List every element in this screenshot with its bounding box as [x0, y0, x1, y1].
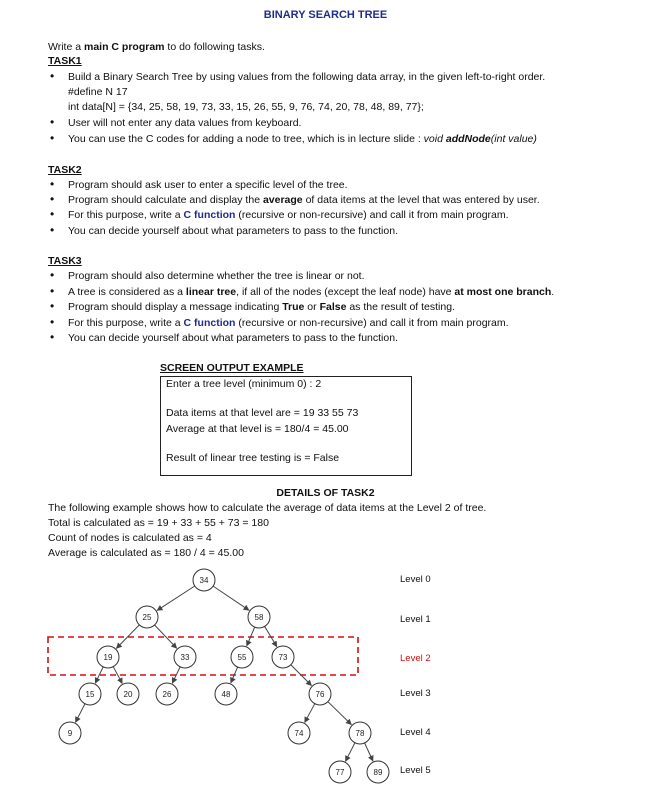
task1-array: int data[N] = {34, 25, 58, 19, 73, 33, 15, 26, 55, 9, 76, 74, 20, 78, 48, 89, 77}; [68, 101, 424, 113]
level-label: Level 1 [400, 614, 431, 625]
tree-node [272, 646, 294, 668]
tree-node [97, 646, 119, 668]
tree-edge [305, 704, 315, 723]
tree-node [329, 761, 351, 783]
tree-node [174, 646, 196, 668]
tree-edge [265, 626, 277, 646]
tree-edge [75, 704, 85, 723]
tree-node-label: 48 [221, 690, 231, 699]
tree-node-label: 58 [254, 613, 264, 622]
output-line-1: Enter a tree level (minimum 0) : 2 [166, 378, 322, 390]
tree-node [136, 606, 158, 628]
tree-node-label: 78 [355, 729, 365, 738]
tree-node-label: 76 [315, 690, 325, 699]
tree-node [231, 646, 253, 668]
tree-node-label: 89 [373, 768, 383, 777]
tree-node-label: 55 [237, 653, 247, 662]
task1-heading: TASK1 [48, 55, 82, 67]
output-heading: SCREEN OUTPUT EXAMPLE [160, 362, 304, 374]
output-line-3: Average at that level is = 180/4 = 45.00 [166, 423, 349, 435]
level-label: Level 3 [400, 688, 431, 699]
tree-node-label: 15 [85, 690, 95, 699]
task1-bullet-1: • Build a Binary Search Tree by using values from the following data array, in the given left-to-right order. [68, 71, 545, 83]
tree-node [248, 606, 270, 628]
details-line-4: Average is calculated as = 180 / 4 = 45.00 [48, 547, 244, 559]
tree-node-label: 74 [294, 729, 304, 738]
tree-node [349, 722, 371, 744]
task3-bullet-5: • You can decide yourself about what parameters to pass to the function. [68, 332, 398, 344]
task3-bullet-4: • For this purpose, write a C function (recursive or non-recursive) and call it from main program. [68, 317, 509, 329]
task3-bullet-1: • Program should also determine whether the tree is linear or not. [68, 270, 365, 282]
task3-bullet-2: • A tree is considered as a linear tree, if all of the nodes (except the leaf node) have at most one branch. [68, 286, 554, 298]
task1-bullet-3: • You can use the C codes for adding a node to tree, which is in lecture slide : void addNode(int value) [68, 133, 537, 145]
tree-node-label: 19 [103, 653, 113, 662]
tree-node-label: 25 [142, 613, 152, 622]
task2-bullet-4: • You can decide yourself about what parameters to pass to the function. [68, 225, 398, 237]
task2-bullet-3: • For this purpose, write a C function (recursive or non-recursive) and call it from main program. [68, 209, 509, 221]
level-label: Level 5 [400, 765, 431, 776]
tree-edge [345, 743, 355, 762]
tree-node-label: 26 [162, 690, 172, 699]
tree-node [215, 683, 237, 705]
level-label: Level 0 [400, 574, 431, 585]
details-line-1: The following example shows how to calculate the average of data items at the Level 2 of tree. [48, 502, 487, 514]
level-label: Level 4 [400, 727, 431, 738]
output-line-2: Data items at that level are = 19 33 55 73 [166, 407, 359, 419]
details-line-3: Count of nodes is calculated as = 4 [48, 532, 212, 544]
tree-node [288, 722, 310, 744]
task3-bullet-3: • Program should display a message indicating True or False as the result of testing. [68, 301, 455, 313]
tree-node [117, 683, 139, 705]
tree-node-label: 33 [180, 653, 190, 662]
tree-node [59, 722, 81, 744]
tree-edge [213, 586, 249, 610]
tree-node-label: 20 [123, 690, 133, 699]
task2-bullet-1: • Program should ask user to enter a specific level of the tree. [68, 179, 348, 191]
task2-heading: TASK2 [48, 164, 82, 176]
tree-node [156, 683, 178, 705]
tree-edge [328, 702, 352, 725]
tree-node [193, 569, 215, 591]
intro-line: Write a main C program to do following tasks. [48, 41, 265, 53]
level-2-highlight-box [48, 637, 358, 675]
tree-edge [365, 743, 373, 761]
tree-edge [157, 586, 195, 610]
tree-node-label: 77 [335, 768, 345, 777]
details-heading: DETAILS OF TASK2 [276, 487, 375, 499]
task2-bullet-2: • Program should calculate and display the average of data items at the level that was entered by user. [68, 194, 540, 206]
page-title: BINARY SEARCH TREE [263, 9, 388, 21]
tree-node [79, 683, 101, 705]
tree-node-label: 34 [199, 576, 209, 585]
tree-node [367, 761, 389, 783]
tree-node-label: 73 [278, 653, 288, 662]
tree-node [309, 683, 331, 705]
details-line-2: Total is calculated as = 19 + 33 + 55 + 73 = 180 [48, 517, 269, 529]
task1-bullet-2: • User will not enter any data values from keyboard. [68, 117, 301, 129]
task3-heading: TASK3 [48, 255, 82, 267]
output-line-4: Result of linear tree testing is = False [166, 452, 340, 464]
level-label: Level 2 [400, 653, 431, 664]
task1-define: #define N 17 [68, 86, 128, 98]
tree-node-label: 9 [67, 729, 73, 738]
